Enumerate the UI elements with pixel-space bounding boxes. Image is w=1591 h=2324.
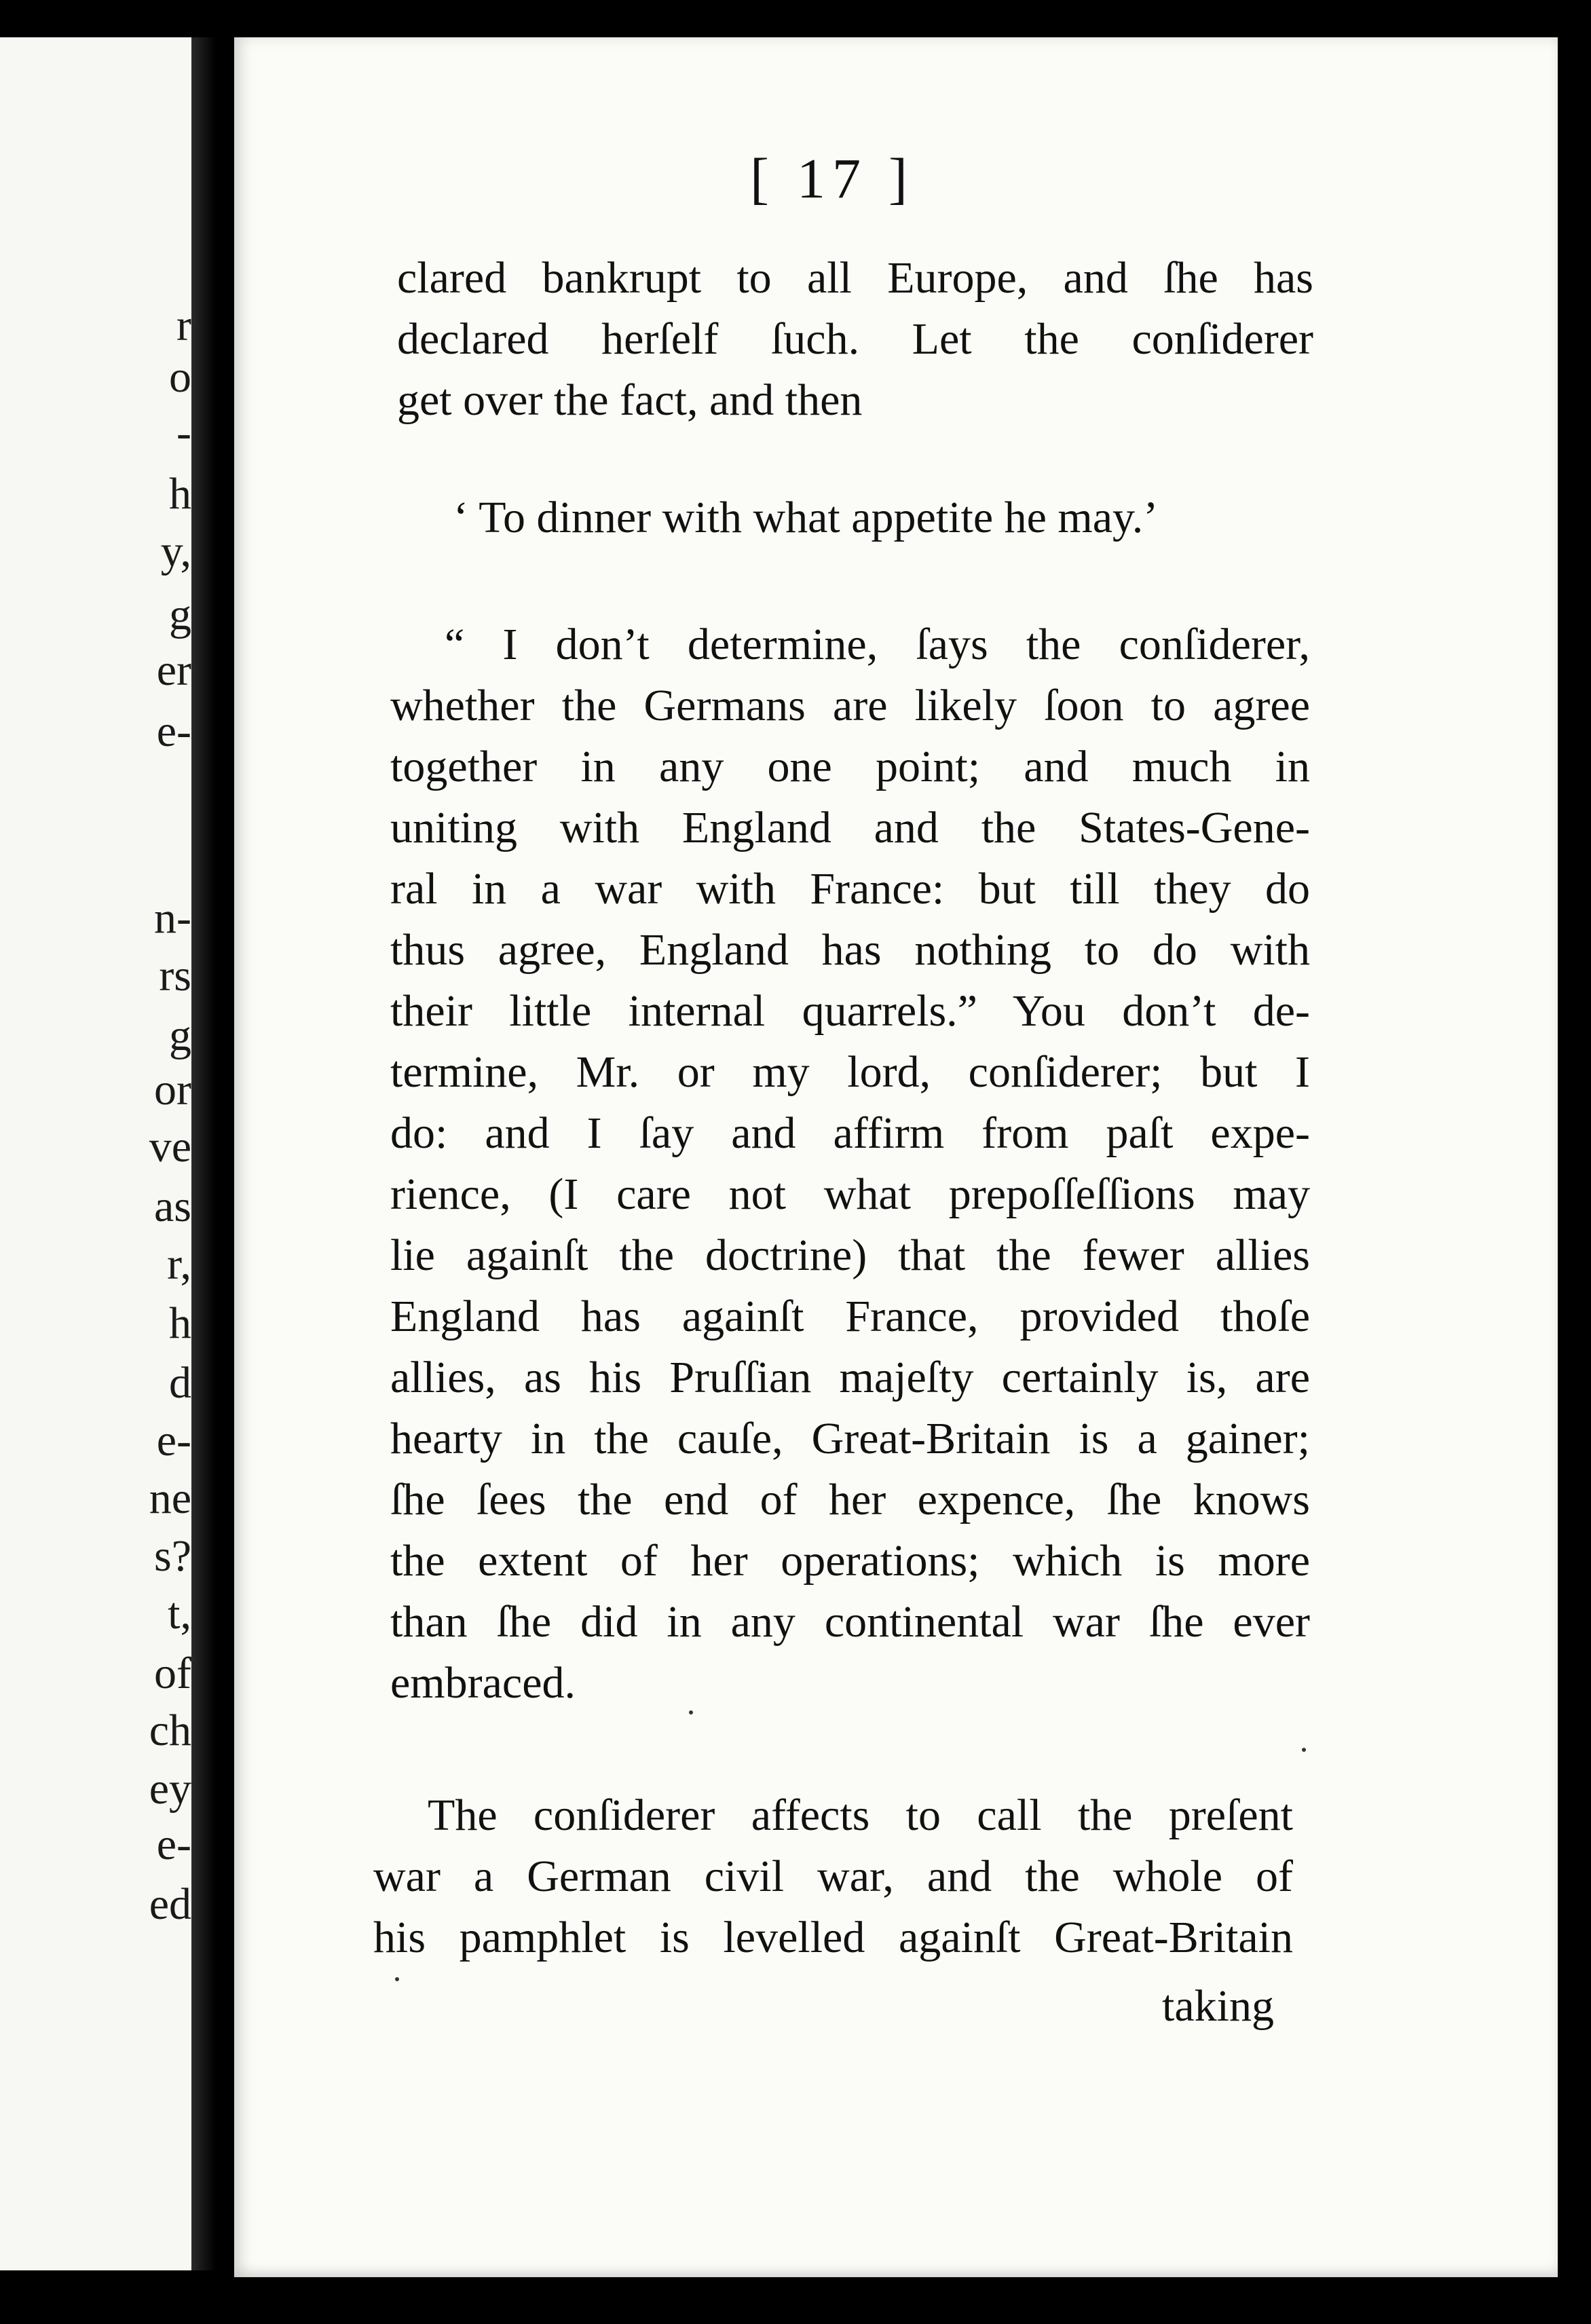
- text-line: clared bankrupt to all Europe, and ſhe has: [397, 253, 1313, 303]
- left-page-fragment: g: [169, 1011, 191, 1060]
- left-page-fragment: ve: [149, 1122, 191, 1172]
- left-page-fragment: d: [169, 1358, 191, 1408]
- left-page-fragment: ey: [149, 1764, 191, 1814]
- left-page-fragment: er: [156, 645, 191, 695]
- left-page-fragment: as: [154, 1182, 191, 1231]
- left-page-fragment: n-: [154, 893, 191, 943]
- left-page-fragment: rs: [159, 951, 191, 1000]
- left-page-fragment: ed: [149, 1879, 191, 1929]
- paragraph-continuation: [397, 248, 1313, 431]
- left-page-fragment: y,: [160, 527, 191, 576]
- ink-speck: [1302, 1748, 1306, 1752]
- quoted-verse: ‘ To dinner with what appetite he may.’: [453, 493, 1159, 542]
- text-line: war a German civil war, and the whole of: [373, 1852, 1293, 1901]
- left-page-fragment: t,: [168, 1589, 191, 1638]
- paragraph-considerer: [373, 1785, 1293, 1968]
- left-page-fragment: -: [176, 408, 191, 457]
- left-page-fragment: h: [169, 1298, 191, 1348]
- text-line: his pamphlet is levelled againſt Great-Britain: [373, 1913, 1293, 1962]
- left-page-fragment: ne: [149, 1474, 191, 1523]
- text-line: than ſhe did in any continental war ſhe ever: [390, 1597, 1310, 1647]
- book-gutter: [191, 37, 232, 2270]
- text-line: lie againſt the doctrine) that the fewer allies: [390, 1231, 1310, 1280]
- ink-speck: [395, 1977, 399, 1981]
- left-page-fragment: of: [154, 1649, 191, 1698]
- text-line: the extent of her operations; which is more: [390, 1536, 1310, 1586]
- text-line: embraced.: [390, 1658, 576, 1708]
- left-page-fragment: e-: [156, 707, 191, 756]
- catchword: taking: [1162, 1981, 1274, 2031]
- text-line: rience, (I care not what prepoſſeſſions may: [390, 1169, 1310, 1219]
- ink-speck: [689, 1710, 693, 1714]
- text-line: ral in a war with France: but till they do: [390, 864, 1310, 914]
- text-line: England has againſt France, provided thoſe: [390, 1292, 1310, 1341]
- text-line: The conſiderer affects to call the preſent: [428, 1791, 1293, 1840]
- text-line: hearty in the cauſe, Great-Britain is a gainer;: [390, 1414, 1310, 1463]
- text-line: ſhe ſees the end of her expence, ſhe knows: [390, 1475, 1310, 1524]
- text-line: together in any one point; and much in: [390, 742, 1310, 791]
- text-line: “ I don’t determine, ſays the conſiderer,: [445, 620, 1310, 669]
- paragraph-quotation: [390, 614, 1310, 1714]
- left-page-fragment: s?: [154, 1531, 191, 1581]
- text-line: uniting with England and the States-Gene-: [390, 803, 1310, 852]
- left-page-fragment: or: [154, 1065, 191, 1114]
- text-line: their little internal quarrels.” You don’t de-: [390, 986, 1310, 1036]
- left-page-fragment: e-: [156, 1416, 191, 1465]
- left-page-fragment: ch: [149, 1706, 191, 1755]
- left-page-fragment: h: [169, 469, 191, 519]
- page-number: [ 17 ]: [750, 147, 914, 210]
- text-line: termine, Mr. or my lord, conſiderer; but I: [390, 1047, 1310, 1097]
- left-page-fragment: r,: [167, 1239, 191, 1289]
- previous-page-edge: [0, 37, 195, 2270]
- text-line: thus agree, England has nothing to do with: [390, 925, 1310, 975]
- left-page-fragment: o: [169, 352, 191, 402]
- text-line: allies, as his Pruſſian majeſty certainly is, are: [390, 1353, 1310, 1402]
- left-page-fragment: e-: [156, 1820, 191, 1869]
- text-line: do: and I ſay and affirm from paſt expe-: [390, 1108, 1310, 1158]
- text-line: whether the Germans are likely ſoon to agree: [390, 681, 1310, 730]
- left-page-fragment: g: [169, 590, 191, 639]
- left-page-fragment: r: [176, 301, 191, 350]
- text-line: declared herſelf ſuch. Let the conſiderer: [397, 314, 1313, 364]
- text-line: get over the fact, and then: [397, 375, 863, 425]
